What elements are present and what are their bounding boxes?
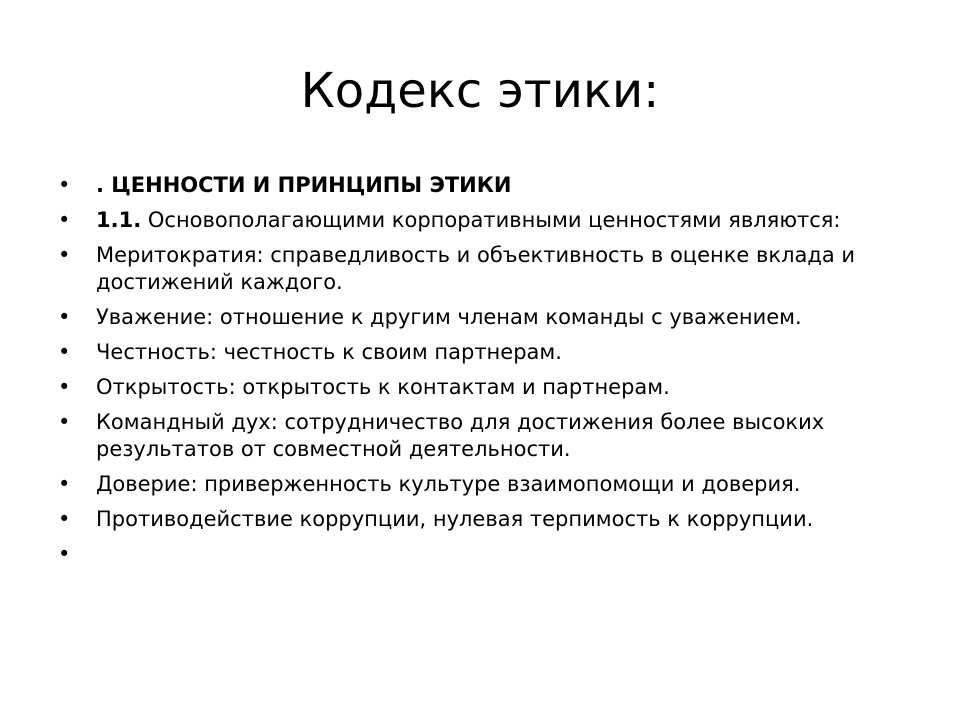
bullet-item-trust (58, 471, 918, 498)
bullet-icon: • (58, 472, 71, 496)
bullet-text: Основополагающими корпоративными ценностями являются: (141, 208, 841, 232)
bullet-item-core-values (58, 207, 918, 234)
bullet-icon: • (58, 375, 71, 399)
bullet-list (58, 172, 918, 566)
bullet-text: Меритократия: справедливость и объективность в оценке вклада и достижений каждого. (96, 243, 856, 294)
bullet-item-respect (58, 304, 918, 331)
bullet-item-honesty (58, 339, 918, 366)
bullet-text: Честность: честность к своим партнерам. (96, 340, 562, 364)
bullet-icon: • (58, 173, 71, 197)
bullet-icon: • (58, 507, 71, 531)
bullet-item-anti-corruption (58, 506, 918, 533)
bullet-item-values-heading (58, 172, 918, 199)
bullet-item-meritocracy (58, 242, 918, 296)
bullet-item-team-spirit (58, 409, 918, 463)
bullet-icon: • (58, 340, 71, 364)
bullet-bold-text: . ЦЕННОСТИ И ПРИНЦИПЫ ЭТИКИ (96, 173, 512, 197)
bullet-text: Открытость: открытость к контактам и партнерам. (96, 375, 670, 399)
bullet-icon: • (58, 542, 71, 566)
bullet-icon: • (58, 410, 71, 434)
slide-title: Кодекс этики: (300, 63, 660, 119)
bullet-bold-text: 1.1. (96, 208, 142, 232)
bullet-icon: • (58, 243, 71, 267)
bullet-text: Уважение: отношение к другим членам команды с уважением. (96, 305, 802, 329)
bullet-text: Доверие: приверженность культуре взаимопомощи и доверия. (96, 472, 801, 496)
bullet-item-openness (58, 374, 918, 401)
bullet-icon: • (58, 305, 71, 329)
bullet-text: Противодействие коррупции, нулевая терпимость к коррупции. (96, 507, 814, 531)
bullet-text: Командный дух: сотрудничество для достижения более высоких результатов от совместной деятельности. (96, 410, 825, 461)
bullet-icon: • (58, 208, 71, 232)
